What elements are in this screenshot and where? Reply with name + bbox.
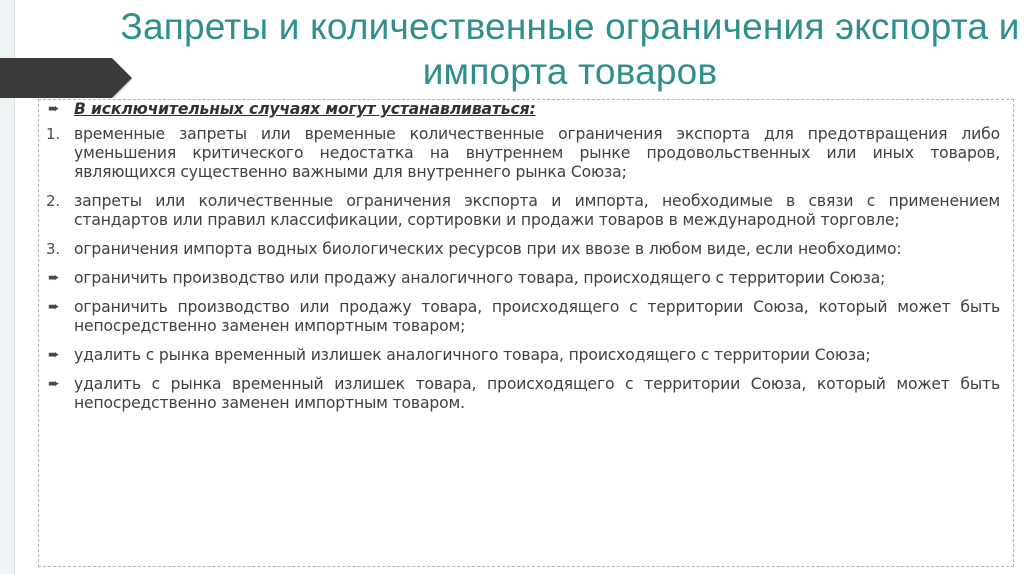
- item-text: временные запреты или временные количественные ограничения экспорта для предотвращения либо уменьшения критического недостатка на внутреннем рынке продовольственных или иных товаров, являющихся существенно важными для внутреннего рынка Союза;: [74, 125, 1000, 181]
- arrow-bullet-icon: ➨: [48, 270, 60, 286]
- item-number: 3.: [46, 240, 61, 258]
- header-text: В исключительных случаях могут устанавливаться:: [74, 100, 536, 118]
- list-header: [44, 100, 1000, 119]
- arrow-bullet-icon: ➨: [48, 299, 60, 315]
- bullet-item-3: [44, 346, 1000, 365]
- arrow-bullet-icon: ➨: [48, 376, 60, 392]
- item-text: удалить с рынка временный излишек аналогичного товара, происходящего с территории Союза;: [74, 346, 871, 364]
- item-text: запреты или количественные ограничения экспорта и импорта, необходимые в связи с применением стандартов или правил классификации, сортировки и продажи товаров в международной торговле;: [74, 192, 1000, 229]
- slide-title: Запреты и количественные ограничения экспорта и импорта товаров: [120, 6, 1020, 92]
- item-text: удалить с рынка временный излишек товара, происходящего с территории Союза, который может быть непосредственно заменен импортным товаром.: [74, 375, 1000, 412]
- numbered-item-2: [44, 192, 1000, 230]
- item-text: ограничить производство или продажу аналогичного товара, происходящего с территории Союза;: [74, 269, 886, 287]
- item-text: ограничить производство или продажу товара, происходящего с территории Союза, который может быть непосредственно заменен импортным товаром;: [74, 298, 1000, 335]
- item-number: 2.: [46, 192, 61, 210]
- item-number: 1.: [46, 125, 61, 143]
- item-text: ограничения импорта водных биологических ресурсов при их ввозе в любом виде, если необходимо:: [74, 240, 902, 258]
- content-list: [44, 100, 1000, 423]
- bullet-item-1: [44, 269, 1000, 288]
- numbered-item-3: [44, 240, 1000, 259]
- arrow-bullet-icon: ➨: [48, 101, 60, 117]
- bullet-item-4: [44, 375, 1000, 413]
- arrow-bullet-icon: ➨: [48, 347, 60, 363]
- bullet-item-2: [44, 298, 1000, 336]
- ribbon-arrow-icon: [0, 58, 132, 98]
- numbered-item-1: [44, 125, 1000, 182]
